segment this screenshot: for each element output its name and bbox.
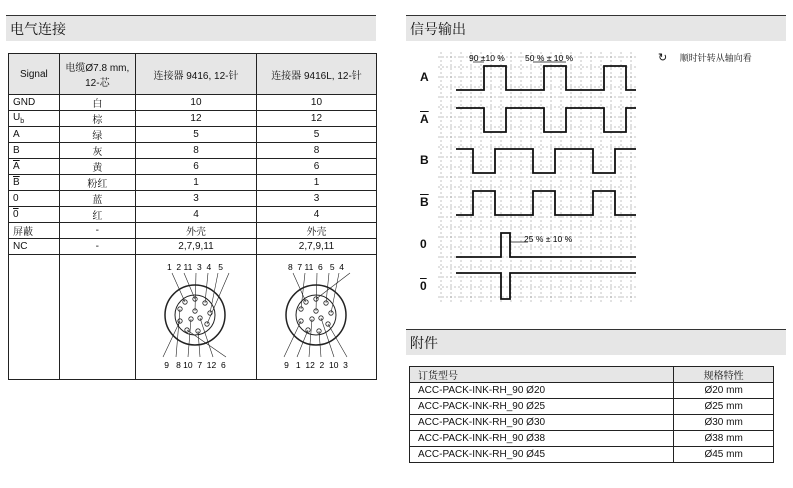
connector-9416L-pin: 12 <box>256 111 376 127</box>
electrical-row <box>9 223 377 239</box>
signal-label: A <box>420 70 429 84</box>
wire-color: - <box>59 239 135 255</box>
connector-9416L-pin: 5 <box>256 127 376 143</box>
accessory-row <box>410 383 774 399</box>
connector-9416-pin: 12 <box>136 111 257 127</box>
connector2-top-pins: 8 7 11 6 5 4 <box>288 262 345 272</box>
accessory-row <box>410 431 774 447</box>
header-spec: 规格特性 <box>674 367 774 383</box>
signal-name: NC <box>9 239 60 255</box>
wire-color: 黄 <box>59 159 135 175</box>
connector-9416L-pin: 3 <box>256 191 376 207</box>
connector1-bottom-pins: 9 8 10 7 12 6 <box>164 360 227 370</box>
signal-name: $U_b$ <box>9 111 60 127</box>
signal-label: $\overline{B}$ <box>420 195 429 209</box>
annotation-90-degrees: 90 ±10 % <box>469 53 505 63</box>
connector-9416-diagram-cell <box>136 255 257 380</box>
wire-color: 粉红 <box>59 175 135 191</box>
connector-9416-pin: 3 <box>136 191 257 207</box>
accessory-spec: Ø30 mm <box>674 415 774 431</box>
accessories-table <box>409 366 774 463</box>
signal-name: A <box>9 127 60 143</box>
diagram-empty-cell <box>59 255 135 380</box>
connector-9416-pin: 8 <box>136 143 257 159</box>
wire-color: - <box>59 223 135 239</box>
accessory-order-code: ACC-PACK-INK-RH_90 Ø30 <box>410 415 674 431</box>
connector-9416-pin: 6 <box>136 159 257 175</box>
signal-name: 0 <box>9 207 60 223</box>
connector2-bottom-pins: 9 1 12 2 10 3 <box>284 360 349 370</box>
connector-9416L-pin: 1 <box>256 175 376 191</box>
connector-9416L-pin: 10 <box>256 95 376 111</box>
signal-name: B <box>9 143 60 159</box>
accessory-order-code: ACC-PACK-INK-RH_90 Ø45 <box>410 447 674 463</box>
connector-9416-pin: 外壳 <box>136 223 257 239</box>
electrical-row <box>9 111 377 127</box>
header-connector-9416L: 连接器 9416L, 12-针 <box>256 54 376 95</box>
wire-color: 白 <box>59 95 135 111</box>
electrical-connection-header: 电气连接 <box>6 15 376 41</box>
signal-name: $\overline{B}$ <box>9 175 60 191</box>
header-order-code: 订货型号 <box>410 367 674 383</box>
waveform-b <box>456 149 636 173</box>
waveform-a-inverted <box>456 108 636 132</box>
electrical-row <box>9 207 377 223</box>
electrical-row <box>9 175 377 191</box>
connector-9416L-pin: 4 <box>256 207 376 223</box>
wire-color: 绿 <box>59 127 135 143</box>
signal-label: 0 <box>420 279 427 293</box>
connector-9416-diagram <box>136 255 255 376</box>
signal-name: $\overline{A}$ <box>9 159 60 175</box>
connector-9416-pin: 10 <box>136 95 257 111</box>
accessory-row <box>410 447 774 463</box>
connector-9416L-pin: 外壳 <box>256 223 376 239</box>
signal-name: GND <box>9 95 60 111</box>
electrical-row <box>9 143 377 159</box>
connector-9416-pin: 5 <box>136 127 257 143</box>
signal-label: B <box>420 153 429 167</box>
connector-9416-pin: 4 <box>136 207 257 223</box>
electrical-row <box>9 127 377 143</box>
connector-9416-pin: 1 <box>136 175 257 191</box>
wire-color: 棕 <box>59 111 135 127</box>
signal-name: 屏蔽 <box>9 223 60 239</box>
electrical-row <box>9 95 377 111</box>
wire-color: 灰 <box>59 143 135 159</box>
accessory-spec: Ø25 mm <box>674 399 774 415</box>
electrical-connection-table <box>8 53 377 380</box>
signal-name: 0 <box>9 191 60 207</box>
accessory-row <box>410 415 774 431</box>
diagram-empty-cell <box>9 255 60 380</box>
connector-9416L-diagram-cell <box>256 255 376 380</box>
signal-label: $\overline{A}$ <box>420 112 429 126</box>
accessory-spec: Ø45 mm <box>674 447 774 463</box>
accessory-row <box>410 399 774 415</box>
accessory-order-code: ACC-PACK-INK-RH_90 Ø20 <box>410 383 674 399</box>
annotation-25-percent: 25 % ± 10 % <box>524 234 573 244</box>
electrical-row <box>9 191 377 207</box>
header-connector-9416: 连接器 9416, 12-针 <box>136 54 257 95</box>
connector-9416L-pin: 8 <box>256 143 376 159</box>
waveform-b-inverted <box>456 191 636 215</box>
signal-output-header: 信号输出 <box>406 15 786 41</box>
connector-9416L-diagram <box>257 255 375 376</box>
connector-9416L-pin: 6 <box>256 159 376 175</box>
accessory-spec: Ø20 mm <box>674 383 774 399</box>
accessory-spec: Ø38 mm <box>674 431 774 447</box>
accessory-order-code: ACC-PACK-INK-RH_90 Ø38 <box>410 431 674 447</box>
electrical-row <box>9 239 377 255</box>
connector1-top-pins: 1 2 11 3 4 5 <box>167 262 224 272</box>
clockwise-arrow-icon: ↻ <box>658 52 668 64</box>
accessories-header: 附件 <box>406 329 786 355</box>
wire-color: 红 <box>59 207 135 223</box>
header-signal: Signal <box>9 54 60 95</box>
annotation-50-percent: 50 % ± 10 % <box>525 53 574 63</box>
header-cable: 电缆Ø7.8 mm, 12-芯 <box>59 54 135 95</box>
wire-color: 蓝 <box>59 191 135 207</box>
electrical-row <box>9 159 377 175</box>
signal-label: 0 <box>420 237 427 251</box>
waveform-a <box>456 66 636 90</box>
rotation-note-text: 顺时针转从轴向看 <box>679 53 752 63</box>
connector-9416L-pin: 2,7,9,11 <box>256 239 376 255</box>
accessory-order-code: ACC-PACK-INK-RH_90 Ø25 <box>410 399 674 415</box>
rotation-note <box>658 51 752 64</box>
connector-9416-pin: 2,7,9,11 <box>136 239 257 255</box>
signal-timing-diagram <box>438 52 638 302</box>
